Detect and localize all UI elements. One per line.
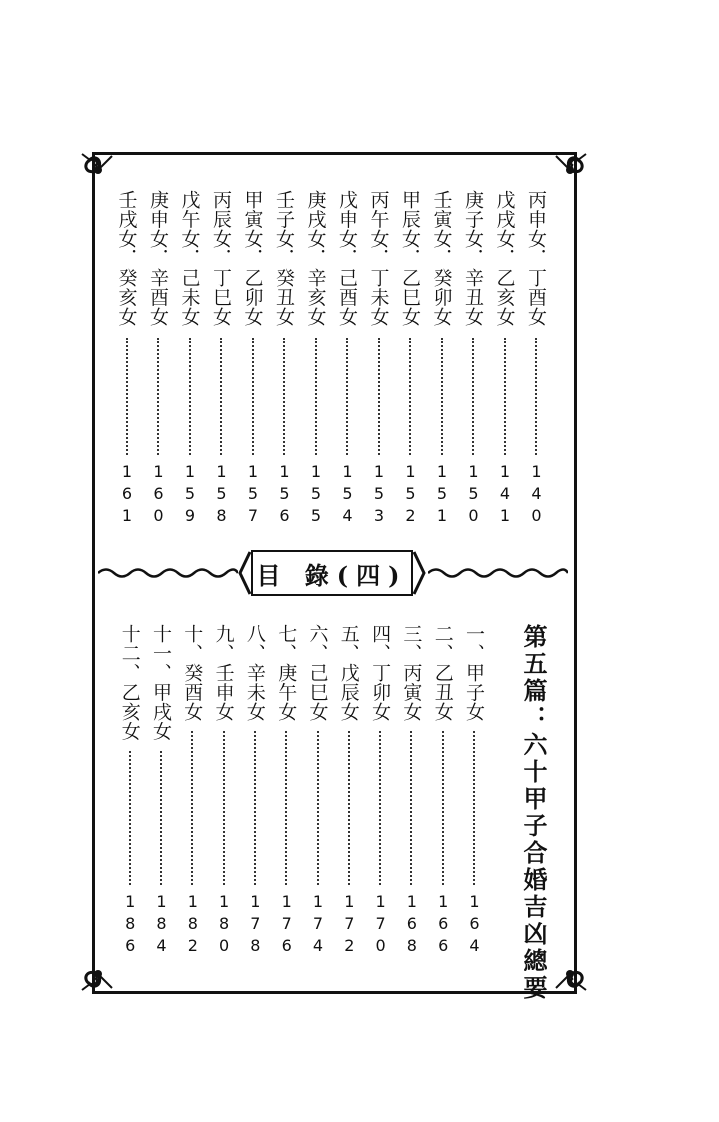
toc-dot-leader (442, 731, 444, 886)
toc-dot-leader (410, 731, 412, 886)
toc-entry-label: 十、癸酉女 (181, 624, 204, 722)
toc-dot-leader (441, 338, 443, 456)
title-ornament-right-icon (428, 566, 568, 580)
toc-page-number: 154 (338, 462, 357, 528)
toc-dot-leader (346, 338, 348, 456)
section-title (251, 550, 413, 596)
toc-dot-leader (157, 338, 159, 456)
toc-entry-label: 壬子女．癸丑女 (273, 190, 295, 327)
toc-page-number: 158 (212, 462, 231, 528)
toc-dot-leader (409, 338, 411, 456)
toc-entry-label: 丙午女．丁未女 (367, 190, 390, 327)
toc-entry-label: 戊戌女．乙亥女 (493, 190, 516, 327)
toc-page-number: 186 (120, 892, 140, 958)
chevron-right-icon (412, 550, 426, 596)
toc-entry-label: 庚戌女．辛亥女 (304, 190, 327, 327)
toc-entry-label: 戊午女．己未女 (178, 190, 201, 327)
toc-page-number: 166 (433, 892, 453, 958)
toc-page-number: 155 (306, 462, 326, 528)
toc-entry-label: 丙辰女．丁巳女 (210, 190, 232, 327)
toc-entry-label: 一、甲子女 (463, 624, 485, 722)
toc-page-number: 161 (117, 462, 137, 528)
toc-dot-leader (473, 731, 475, 886)
toc-entry-label: 甲辰女．乙巳女 (399, 190, 421, 327)
toc-dot-leader (129, 751, 131, 885)
toc-page-number: 140 (527, 462, 546, 528)
toc-dot-leader (348, 731, 350, 886)
toc-page-number: 159 (180, 462, 200, 528)
toc-entry-label: 七、庚午女 (275, 624, 298, 722)
toc-page-number: 150 (464, 462, 483, 528)
toc-page-number: 182 (183, 892, 203, 958)
corner-ornament-bottom-left-icon (78, 954, 118, 994)
toc-entry-label: 十二、乙亥女 (118, 624, 141, 741)
toc-entry-label: 戊申女．己酉女 (336, 190, 358, 327)
toc-dot-leader (160, 751, 162, 885)
toc-page-number: 152 (401, 462, 420, 528)
toc-dot-leader (254, 731, 256, 886)
toc-entry-label: 五、戊辰女 (337, 624, 360, 722)
toc-page-number: 174 (308, 892, 328, 958)
toc-page-number: 157 (243, 462, 263, 528)
toc-dot-leader (504, 338, 506, 456)
toc-page-number: 168 (402, 892, 422, 958)
toc-dot-leader (126, 338, 128, 456)
toc-page-number: 180 (214, 892, 234, 958)
toc-dot-leader (189, 338, 191, 456)
toc-entry-label: 三、丙寅女 (400, 624, 423, 722)
title-ornament-left-icon (98, 566, 238, 580)
toc-entry-label: 庚申女．辛酉女 (147, 190, 169, 327)
toc-dot-leader (252, 338, 254, 456)
toc-dot-leader (317, 731, 319, 886)
toc-entry-label: 四、丁卯女 (369, 624, 392, 722)
toc-dot-leader (223, 731, 225, 886)
toc-page-number: 141 (495, 462, 515, 528)
toc-dot-leader (379, 731, 381, 886)
toc-page-number: 153 (369, 462, 389, 528)
toc-dot-leader (378, 338, 380, 456)
toc-page-number: 160 (149, 462, 168, 528)
toc-entry-label: 九、壬申女 (212, 624, 235, 722)
section-title-text: 目 錄(四) (256, 560, 408, 590)
toc-entry-label: 八、辛未女 (243, 624, 266, 722)
toc-entry-label: 丙申女．丁酉女 (525, 190, 547, 327)
chapter-title: 第五篇：六十甲子合婚吉凶總要 (519, 624, 548, 1002)
toc-page-number: 156 (275, 462, 294, 528)
corner-ornament-bottom-right-icon (550, 954, 590, 994)
toc-dot-leader (220, 338, 222, 456)
toc-dot-leader (315, 338, 317, 456)
toc-dot-leader (535, 338, 537, 456)
toc-page-number: 164 (465, 892, 484, 958)
toc-entry-label: 甲寅女．乙卯女 (241, 190, 264, 327)
toc-page-number: 151 (432, 462, 452, 528)
corner-ornament-top-right-icon (550, 150, 590, 190)
toc-entry-label: 壬寅女．癸卯女 (430, 190, 453, 327)
chevron-left-icon (238, 550, 252, 596)
toc-entry-label: 十一、甲戌女 (150, 624, 172, 741)
corner-ornament-top-left-icon (78, 150, 118, 190)
toc-page-number: 170 (371, 892, 391, 958)
toc-entry-label: 庚子女．辛丑女 (462, 190, 484, 327)
toc-page-number: 176 (277, 892, 297, 958)
toc-entry-label: 二、乙丑女 (431, 624, 454, 722)
toc-dot-leader (472, 338, 474, 456)
toc-dot-leader (191, 731, 193, 886)
toc-page-number: 172 (339, 892, 359, 958)
toc-dot-leader (285, 731, 287, 886)
toc-page-number: 184 (152, 892, 171, 958)
toc-entry-label: 壬戌女．癸亥女 (115, 190, 138, 327)
toc-dot-leader (283, 338, 285, 456)
toc-entry-label: 六、己巳女 (306, 624, 329, 722)
toc-page-number: 178 (245, 892, 265, 958)
